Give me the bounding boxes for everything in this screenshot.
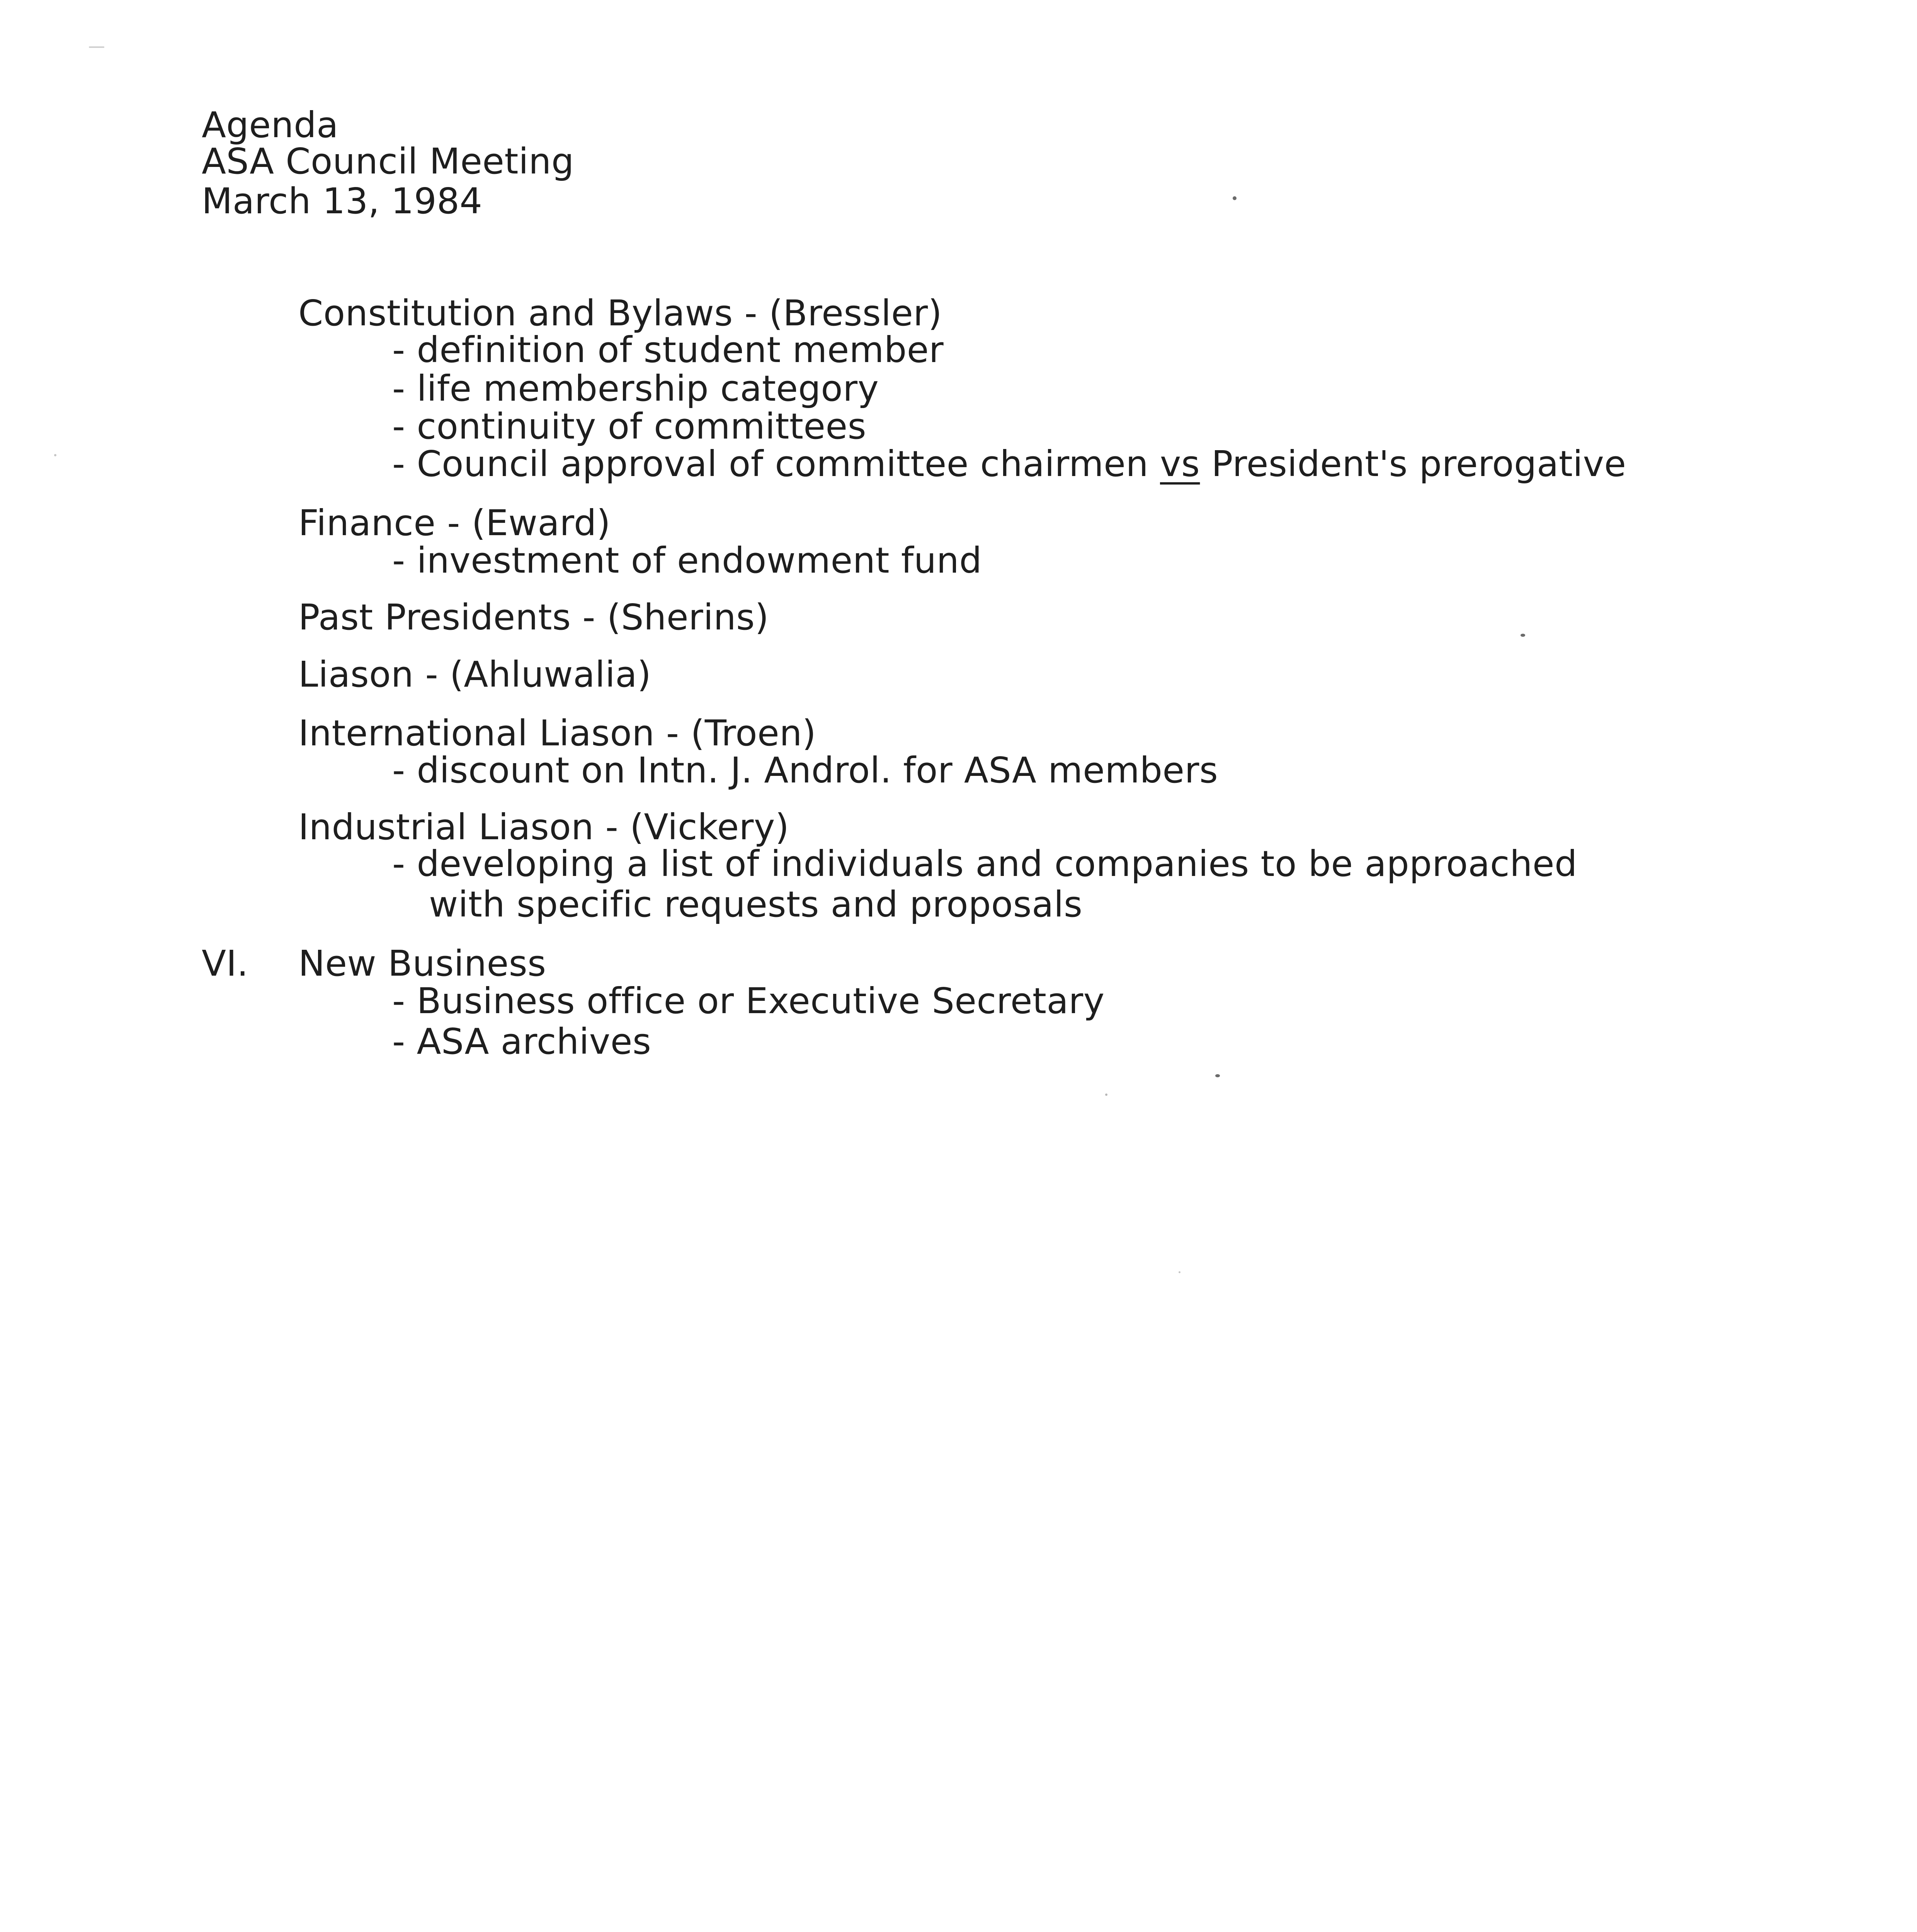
scan-speck xyxy=(1105,1094,1107,1096)
agenda-item-text: President's prerogative xyxy=(1200,443,1626,485)
scan-speck xyxy=(1179,1271,1180,1273)
agenda-item-text: - Council approval of committee chairmen xyxy=(392,443,1160,485)
agenda-item: - definition of student member xyxy=(392,329,944,371)
section-heading-international-liason: International Liason - (Troen) xyxy=(298,713,816,754)
agenda-item: - life membership category xyxy=(392,368,879,409)
section-heading-constitution: Constitution and Bylaws - (Bressler) xyxy=(298,293,942,334)
scan-speck xyxy=(54,454,56,456)
section-heading-past-presidents: Past Presidents - (Sherins) xyxy=(298,597,769,638)
agenda-item-continuation: with specific requests and proposals xyxy=(429,884,1083,925)
section-numeral: VI. xyxy=(202,943,248,984)
scan-speck xyxy=(1521,634,1525,637)
agenda-title: Agenda xyxy=(202,104,339,146)
agenda-item: - developing a list of individuals and companies to be approached xyxy=(392,843,1577,884)
agenda-item: - continuity of committees xyxy=(392,406,867,447)
agenda-item: - Business office or Executive Secretary xyxy=(392,980,1105,1022)
section-heading-industrial-liason: Industrial Liason - (Vickery) xyxy=(298,806,789,848)
meeting-date: March 13, 1984 xyxy=(202,180,483,222)
scan-speck xyxy=(1233,196,1237,200)
agenda-item: - discount on Intn. J. Androl. for ASA members xyxy=(392,750,1218,791)
scan-speck xyxy=(1215,1074,1220,1077)
section-heading-new-business: New Business xyxy=(298,943,546,984)
scan-speck xyxy=(89,46,104,48)
agenda-item-council-approval xyxy=(392,443,1626,485)
meeting-name: ASA Council Meeting xyxy=(202,141,574,182)
underlined-vs: vs xyxy=(1160,443,1200,485)
agenda-item: - investment of endowment fund xyxy=(392,540,982,581)
section-heading-finance: Finance - (Eward) xyxy=(298,502,611,544)
section-heading-liason: Liason - (Ahluwalia) xyxy=(298,654,651,695)
agenda-item: - ASA archives xyxy=(392,1021,651,1062)
